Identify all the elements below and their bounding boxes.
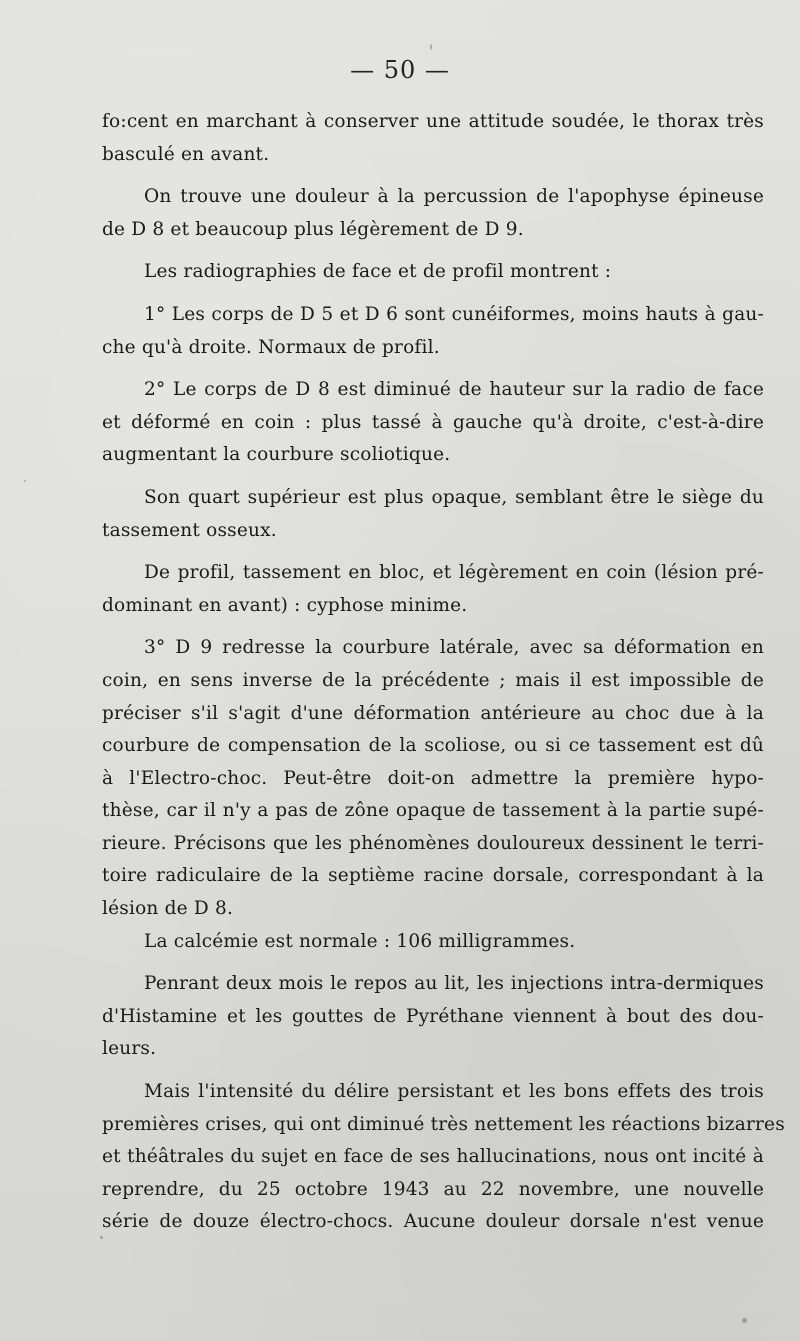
text-line: dominant en avant) : cyphose minime. bbox=[102, 594, 468, 616]
text-line: De profil, tassement en bloc, et légèrement en coin (lésion pré- bbox=[144, 562, 764, 584]
paragraph-10 bbox=[102, 968, 764, 1066]
text-line: La calcémie est normale : 106 milligrammes. bbox=[144, 930, 576, 952]
text-line: premières crises, qui ont diminué très nettement les réactions bizarres bbox=[102, 1113, 785, 1135]
text-line: d'Histamine et les gouttes de Pyréthane viennent à bout des dou- bbox=[102, 1005, 764, 1027]
text-line: à l'Electro-choc. Peut-être doit-on admettre la première hypo- bbox=[102, 767, 764, 789]
text-line: che qu'à droite. Normaux de profil. bbox=[102, 336, 440, 358]
paragraph-5 bbox=[102, 374, 764, 472]
text-line: préciser s'il s'agit d'une déformation antérieure au choc due à la bbox=[102, 702, 764, 724]
text-line: fo:cent en marchant à conserver une attitude soudée, le thorax très bbox=[102, 111, 764, 132]
text-line: et théâtrales du sujet en face de ses hallucinations, nous ont incité à bbox=[102, 1146, 764, 1168]
paper-speck bbox=[24, 480, 26, 482]
paragraph-11 bbox=[102, 1076, 785, 1239]
text-line: On trouve une douleur à la percussion de l'apophyse épineuse bbox=[144, 186, 764, 208]
text-line: 1° Les corps de D 5 et D 6 sont cunéiformes, moins hauts à gau- bbox=[144, 303, 764, 325]
text-line: basculé en avant. bbox=[102, 143, 270, 165]
text-line: rieure. Précisons que les phénomènes douloureux dessinent le terri- bbox=[102, 832, 764, 854]
paragraph-4 bbox=[102, 299, 764, 364]
text-line: 3° D 9 redresse la courbure latérale, avec sa déformation en bbox=[144, 637, 764, 659]
text-line: lésion de D 8. bbox=[102, 898, 234, 920]
text-line: de D 8 et beaucoup plus légèrement de D 9. bbox=[102, 218, 524, 240]
paragraph-8 bbox=[102, 632, 764, 925]
paragraph-1 bbox=[102, 106, 764, 171]
body-text bbox=[102, 106, 785, 1239]
text-line: Penrant deux mois le repos au lit, les injections intra-dermiques bbox=[144, 973, 764, 995]
text-line: thèse, car il n'y a pas de zône opaque de tassement à la partie supé- bbox=[102, 800, 764, 822]
text-line: courbure de compensation de la scoliose, ou si ce tassement est dû bbox=[102, 735, 764, 757]
text-line: tassement osseux. bbox=[102, 519, 277, 541]
text-line: Mais l'intensité du délire persistant et les bons effets des trois bbox=[144, 1081, 764, 1103]
text-line: série de douze électro-chocs. Aucune douleur dorsale n'est venue bbox=[102, 1211, 764, 1233]
text-line: reprendre, du 25 octobre 1943 au 22 novembre, une nouvelle bbox=[102, 1178, 764, 1200]
text-line: leurs. bbox=[102, 1038, 157, 1060]
text-line: Les radiographies de face et de profil montrent : bbox=[144, 261, 612, 283]
page-number: — 50 — bbox=[350, 56, 450, 84]
paragraph-2 bbox=[102, 181, 764, 246]
paragraph-7 bbox=[102, 557, 764, 622]
paper-speck bbox=[742, 1318, 747, 1323]
text-line: Son quart supérieur est plus opaque, semblant être le siège du bbox=[144, 486, 764, 508]
text-line: toire radiculaire de la septième racine dorsale, correspondant à la bbox=[102, 865, 764, 887]
text-line: 2° Le corps de D 8 est diminué de hauteur sur la radio de face bbox=[144, 379, 764, 401]
paragraph-9 bbox=[102, 926, 764, 959]
paragraph-6 bbox=[102, 482, 764, 547]
text-line: et déformé en coin : plus tassé à gauche qu'à droite, c'est-à-dire bbox=[102, 411, 764, 433]
text-line: coin, en sens inverse de la précédente ; mais il est impossible de bbox=[102, 669, 764, 691]
paragraph-3 bbox=[102, 256, 764, 289]
paper-speck bbox=[430, 44, 432, 50]
text-line: augmentant la courbure scoliotique. bbox=[102, 444, 451, 466]
paper-speck bbox=[100, 1236, 103, 1239]
